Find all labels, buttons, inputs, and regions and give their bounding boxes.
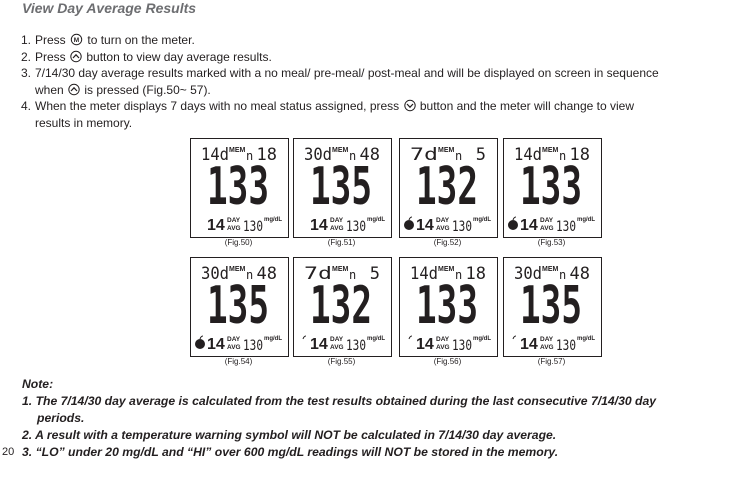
step-2 (21, 49, 743, 66)
reading-count: 18 (465, 264, 486, 284)
figure-caption: (Fig.55) (327, 357, 356, 366)
unit-label: mg/dL (577, 336, 595, 342)
m-button-icon (69, 33, 84, 46)
note-text: The 7/14/30 day average is calculated from the test results obtained during the last consecutive 7/14/30 day (35, 394, 657, 408)
reading-count: 18 (569, 145, 590, 165)
post-meal-apple-icon (406, 336, 413, 349)
page-number: 20 (2, 446, 15, 458)
day-label: DAY (436, 217, 450, 224)
note-text: A result with a temperature warning symbol will NOT be calculated in 7/14/30 day average. (35, 428, 557, 442)
average-reading: 133 (520, 157, 582, 217)
avg-days-value: 14 (310, 217, 328, 234)
day-count-label: 30d (201, 264, 229, 284)
meter-screen (504, 258, 601, 356)
avg-label: AVG (540, 225, 554, 232)
meter-screen (294, 258, 391, 356)
day-count-label: 7d (304, 264, 332, 284)
meter-display-figure (503, 138, 602, 238)
mem-label: MEM (438, 266, 455, 273)
avg-label: AVG (227, 225, 241, 232)
secondary-reading: 130 (452, 338, 472, 354)
day-label: DAY (227, 336, 241, 343)
down-button-icon (403, 99, 417, 112)
note-number: 1. (22, 394, 33, 408)
mem-label: MEM (229, 147, 246, 154)
step-text: results in memory. (35, 115, 133, 130)
meter-display-figure (399, 138, 498, 238)
meter-display-figure (190, 257, 289, 357)
step-text: to turn on the meter. (87, 33, 195, 47)
step-text: when (35, 82, 64, 97)
avg-days-value: 14 (520, 217, 538, 234)
step-number: 2. (21, 49, 32, 64)
avg-label: AVG (540, 344, 554, 351)
secondary-reading: 130 (243, 219, 263, 235)
meter-display-figure (190, 138, 289, 238)
up-button-icon (69, 50, 83, 63)
day-count-label: 30d (514, 264, 542, 284)
meter-display-figure (399, 257, 498, 357)
post-meal-apple-icon (300, 336, 307, 349)
step-text: Press (35, 33, 66, 47)
pre-meal-apple-icon (404, 217, 414, 230)
day-count-label: 30d (304, 145, 332, 165)
step-text: is pressed (Fig.50~ 57). (84, 82, 211, 97)
page-heading: View Day Average Results (22, 0, 197, 16)
note-text: “LO” under 20 mg/dL and “HI” over 600 mg/dL readings will NOT be stored in the memory. (35, 445, 559, 459)
day-count-label: 14d (201, 145, 229, 165)
step-text: When the meter displays 7 days with no meal status assigned, press (35, 99, 400, 114)
avg-days-value: 14 (416, 336, 434, 353)
note-item-1-continued: periods. (37, 411, 85, 425)
n-label: n (349, 268, 357, 282)
day-count-label: 14d (410, 264, 438, 284)
secondary-reading: 130 (243, 338, 263, 354)
average-reading: 133 (416, 276, 478, 336)
avg-days-value: 14 (207, 217, 225, 234)
unit-label: mg/dL (367, 336, 385, 342)
reading-count: 5 (369, 264, 380, 284)
figure-caption: (Fig.57) (537, 357, 566, 366)
day-label: DAY (540, 336, 554, 343)
avg-label: AVG (227, 344, 241, 351)
unit-label: mg/dL (264, 336, 282, 342)
mem-label: MEM (332, 147, 349, 154)
figure-caption: (Fig.50) (224, 238, 253, 247)
avg-days-value: 14 (520, 336, 538, 353)
day-label: DAY (540, 217, 554, 224)
step-text: button to view day average results. (86, 49, 272, 64)
n-label: n (246, 149, 254, 163)
meter-display-figure (293, 257, 392, 357)
note-number: 3. (22, 445, 33, 459)
note-item-1 (22, 393, 742, 410)
note-item-3 (22, 444, 742, 461)
average-reading: 132 (310, 276, 372, 336)
n-label: n (559, 149, 567, 163)
meter-screen (294, 139, 391, 237)
secondary-reading: 130 (346, 219, 366, 235)
instruction-steps (21, 32, 743, 132)
step-3 (21, 65, 743, 98)
step-number: 1. (21, 33, 32, 47)
meter-display-figure (293, 138, 392, 238)
mem-label: MEM (542, 147, 559, 154)
mem-label: MEM (438, 147, 455, 154)
avg-label: AVG (436, 225, 450, 232)
secondary-reading: 130 (452, 219, 472, 235)
meter-display-figure (503, 257, 602, 357)
average-reading: 135 (520, 276, 582, 336)
secondary-reading: 130 (346, 338, 366, 354)
pre-meal-apple-icon (195, 336, 205, 349)
step-number: 3. (21, 66, 32, 81)
note-number: 2. (22, 428, 33, 442)
unit-label: mg/dL (577, 217, 595, 223)
n-label: n (559, 268, 567, 282)
note-title: Note: (22, 377, 54, 391)
figure-caption: (Fig.52) (433, 238, 462, 247)
step-number: 4. (21, 99, 32, 114)
reading-count: 48 (569, 264, 590, 284)
up-button-icon (67, 83, 81, 96)
avg-label: AVG (436, 344, 450, 351)
meter-screen (191, 258, 288, 356)
unit-label: mg/dL (473, 217, 491, 223)
reading-count: 18 (256, 145, 277, 165)
figure-caption: (Fig.56) (433, 357, 462, 366)
note-item-2 (22, 427, 742, 444)
post-meal-apple-icon (510, 336, 517, 349)
avg-days-value: 14 (207, 336, 225, 353)
figure-caption: (Fig.51) (327, 238, 356, 247)
step-1 (21, 32, 743, 49)
step-4 (21, 98, 743, 131)
secondary-reading: 130 (556, 338, 576, 354)
day-label: DAY (330, 336, 344, 343)
day-label: DAY (227, 217, 241, 224)
average-reading: 133 (207, 157, 269, 217)
day-label: DAY (330, 217, 344, 224)
avg-label: AVG (330, 225, 344, 232)
average-reading: 135 (207, 276, 269, 336)
mem-label: MEM (229, 266, 246, 273)
mem-label: MEM (332, 266, 349, 273)
n-label: n (349, 149, 357, 163)
day-count-label: 7d (410, 145, 438, 165)
unit-label: mg/dL (473, 336, 491, 342)
secondary-reading: 130 (556, 219, 576, 235)
reading-count: 48 (359, 145, 380, 165)
step-text: Press (35, 49, 66, 64)
meter-screen (400, 139, 497, 237)
unit-label: mg/dL (264, 217, 282, 223)
meter-screen (400, 258, 497, 356)
step-text: 7/14/30 day average results marked with a no meal/ pre-meal/ post-meal and will be displayed on screen in sequence (35, 66, 659, 81)
avg-label: AVG (330, 344, 344, 351)
svg-text:M: M (73, 37, 80, 44)
reading-count: 5 (475, 145, 486, 165)
day-count-label: 14d (514, 145, 542, 165)
meter-screen (191, 139, 288, 237)
reading-count: 48 (256, 264, 277, 284)
step-text: button and the meter will change to view (419, 99, 634, 114)
pre-meal-apple-icon (508, 217, 518, 230)
figure-caption: (Fig.53) (537, 238, 566, 247)
n-label: n (246, 268, 254, 282)
meter-screen (504, 139, 601, 237)
avg-days-value: 14 (310, 336, 328, 353)
mem-label: MEM (542, 266, 559, 273)
avg-days-value: 14 (416, 217, 434, 234)
note-section (22, 376, 742, 461)
unit-label: mg/dL (367, 217, 385, 223)
figure-caption: (Fig.54) (224, 357, 253, 366)
n-label: n (455, 268, 463, 282)
average-reading: 132 (416, 157, 478, 217)
n-label: n (455, 149, 463, 163)
average-reading: 135 (310, 157, 372, 217)
day-label: DAY (436, 336, 450, 343)
